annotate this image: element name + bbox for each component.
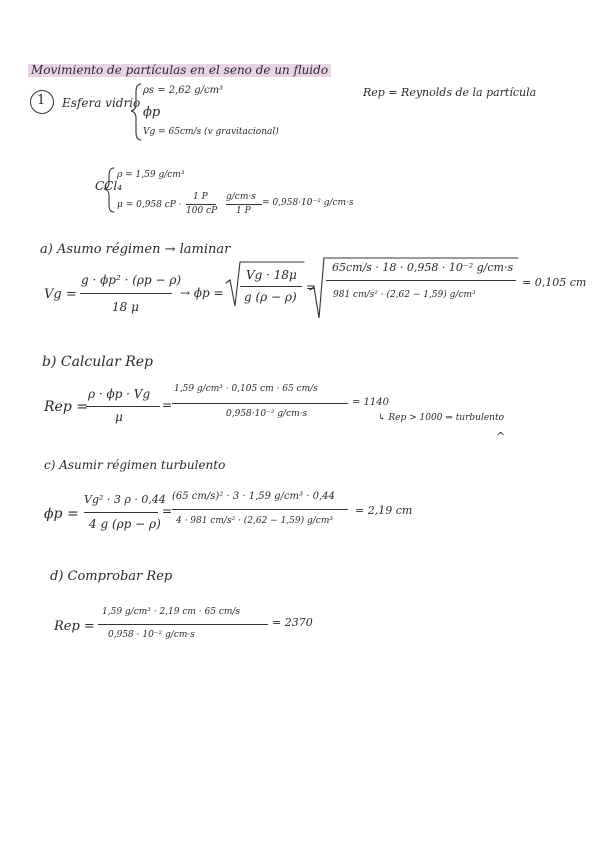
part-c-num: Vg² · 3 ρ · 0,44 (84, 493, 166, 506)
part-a-root1 (226, 262, 304, 306)
part-a-root2 (310, 258, 518, 318)
part-d-den: 0,958 · 10⁻² g/cm·s (108, 630, 195, 640)
part-b-heading: b) Calcular Rep (42, 354, 154, 370)
part-c-lhs: ϕp = (44, 506, 79, 522)
part-b-num2: 1,59 g/cm³ · 0,105 cm · 65 cm/s (174, 384, 318, 394)
part-a-num: g · ϕp² · (ρp − ρ) (81, 273, 182, 287)
given-rho-s: ρs = 2,62 g/cm³ (143, 85, 224, 96)
rep-definition: Rep = Reynolds de la partícula (363, 86, 537, 99)
given-brace (131, 84, 141, 140)
part-b-den2: 0,958·10⁻² g/cm·s (226, 409, 308, 419)
part-c-den2: 4 · 981 cm/s² · (2,62 − 1,59) g/cm³ (176, 516, 333, 526)
fluid-rho: ρ = 1,59 g/cm³ (117, 170, 185, 180)
part-c-result: = 2,19 cm (355, 504, 413, 517)
part-d-heading: d) Comprobar Rep (50, 569, 173, 584)
given-vg: Vg = 65cm/s (v gravitacional) (143, 127, 279, 137)
fluid-mu-frac2-num: g/cm·s (226, 192, 256, 202)
page-title: Movimiento de partículas en el seno de un fluido (28, 64, 331, 77)
part-b-result: = 1140 (352, 397, 390, 408)
fluid-mu-result: = 0,958·10⁻² g/cm·s (262, 198, 354, 208)
given-dp: ϕp (143, 105, 161, 120)
part-b-mark: ^ (496, 430, 506, 443)
part-c-num2: (65 cm/s)² · 3 · 1,59 g/cm³ · 0,44 (172, 491, 335, 502)
part-a-root2-den: 981 cm/s² · (2,62 − 1,59) g/cm³ (333, 290, 476, 300)
fluid-label: CCl₄ (95, 179, 123, 193)
part-a-root1-den: g (ρ − ρ) (244, 290, 297, 304)
sphere-label: Esfera vidrio (62, 96, 141, 110)
fluid-mu-frac2-den: 1 P (236, 206, 251, 216)
part-a-arrow: → ϕp = (180, 286, 224, 300)
part-d-num: 1,59 g/cm³ · 2,19 cm · 65 cm/s (102, 607, 241, 617)
fluid-mu-frac1-num: 1 P (193, 192, 208, 202)
part-c-heading: c) Asumir régimen turbulento (44, 458, 226, 472)
problem-number: 1 (37, 93, 46, 108)
part-a-root2-num: 65cm/s · 18 · 0,958 · 10⁻² g/cm·s (332, 261, 514, 274)
part-b-lhs: Rep = (44, 399, 88, 415)
part-a-lhs: Vg = (44, 287, 77, 302)
part-b-eq: = (162, 398, 173, 412)
part-d-result: = 2370 (272, 616, 313, 629)
part-a-den: 18 μ (112, 300, 139, 314)
fluid-mu-lhs: μ = 0,958 cP · (117, 200, 182, 210)
part-c-den: 4 g (ρp − ρ) (89, 517, 161, 531)
part-c-eq: = (162, 504, 173, 518)
part-a-eq: = (306, 280, 317, 294)
part-a-heading: a) Asumo régimen → laminar (40, 242, 231, 257)
fluid-brace (104, 168, 114, 212)
part-a-root1-num: Vg · 18μ (246, 268, 297, 282)
part-a-result: = 0,105 cm (522, 276, 587, 289)
part-d-lhs: Rep = (54, 619, 95, 634)
fluid-mu-frac1-den: 100 cP (186, 206, 218, 216)
part-b-num: ρ · ϕp · Vg (88, 387, 151, 401)
part-b-note: ↳ Rep > 1000 ⇒ turbulento (378, 413, 505, 423)
part-b-den: μ (115, 410, 123, 424)
